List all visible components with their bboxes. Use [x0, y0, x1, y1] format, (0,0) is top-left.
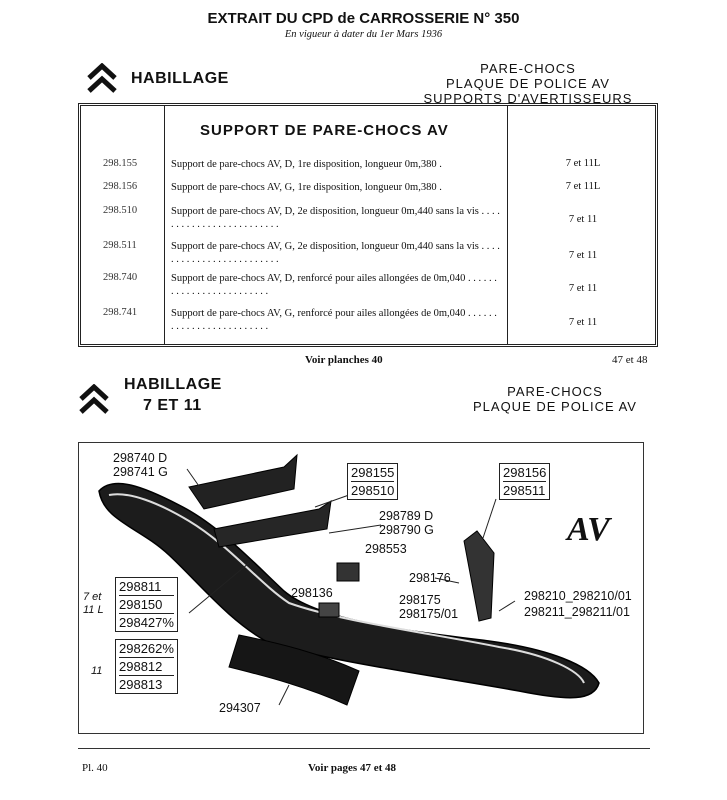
table-row-desc: Support de pare-chocs AV, D, 2e disposition, longueur 0m,440 sans la vis . . . . . . . . . . . . . . . . . . . . . . . . . [171, 206, 500, 230]
part-box-298155 [347, 463, 398, 500]
label-298175-01: 298175/01 [399, 607, 459, 621]
part-number: 298262% [119, 641, 174, 656]
part-number: 298510 [351, 483, 395, 498]
page-ref-note: 47 et 48 [612, 354, 648, 366]
table-row-desc: Support de pare-chocs AV, G, 2e disposition, longueur 0m,440 sans la vis . . . . . . . . . . . . . . . . . . . . . . . . . [171, 241, 500, 265]
table-row-desc: Support de pare-chocs AV, G, 1re disposition, longueur 0m,380 . [171, 182, 442, 193]
table-row-note: 7 et 11 [568, 250, 598, 261]
label-298176: 298176 [409, 571, 451, 585]
section2-right-line: PARE-CHOCS [507, 384, 603, 399]
plate-number: Pl. 40 [82, 762, 108, 774]
section2-right-heading [440, 384, 670, 414]
part-box-298156 [499, 463, 550, 500]
table-row-ref: 298.511 [103, 240, 137, 251]
table-divider [164, 106, 165, 344]
front-marker: AV [567, 511, 610, 548]
label-298210: 298210_298210/01 [524, 589, 632, 603]
part-number: 298156 [503, 465, 547, 480]
stay-298176 [464, 531, 494, 621]
part-number: 298427% [119, 615, 174, 630]
section2-subtitle: 7 ET 11 [143, 397, 202, 414]
table-row-ref: 298.741 [103, 307, 138, 318]
footer-rule [78, 748, 650, 749]
section1-title: HABILLAGE [131, 70, 229, 87]
citroen-logo-icon [87, 63, 117, 97]
part-number: 298812 [119, 657, 174, 675]
bracket-298740 [189, 455, 297, 509]
label-298789: 298789 D [379, 509, 434, 523]
part-box-298811 [115, 577, 178, 632]
bracket-298789 [214, 501, 331, 547]
see-plates-note: Voir planches 40 [305, 354, 383, 366]
part-number: 298150 [119, 595, 174, 613]
part-number: 298811 [119, 579, 162, 594]
document-subtitle: En vigueur à dater du 1er Mars 1936 [284, 29, 443, 40]
label-298211: 298211_298211/01 [524, 605, 630, 619]
label-298553: 298553 [365, 542, 407, 556]
side-note-top: 7 et 11 L [83, 591, 104, 616]
section1-right-line: SUPPORTS D'AVERTISSEURS [423, 91, 633, 106]
citroen-logo-icon [79, 384, 109, 418]
parts-diagram [78, 442, 644, 734]
section1-right-line: PARE-CHOCS [480, 61, 576, 76]
clamp-298136 [319, 603, 339, 617]
section2-title: HABILLAGE [124, 376, 222, 393]
table-row-ref: 298.155 [103, 158, 138, 169]
part-box-298262 [115, 639, 178, 694]
label-298790: 298790 G [379, 523, 434, 537]
clamp-298553 [337, 563, 359, 581]
table-row-note: 7 et 11 [568, 317, 598, 328]
section1-right-heading [408, 61, 648, 106]
section1-right-line: PLAQUE DE POLICE AV [446, 76, 610, 91]
table-divider [507, 106, 508, 344]
table-row-desc: Support de pare-chocs AV, D, 1re disposition, longueur 0m,380 . [171, 159, 442, 170]
part-number: 298155 [351, 465, 395, 480]
table-row-desc: Support de pare-chocs AV, D, renforcé pour ailes allongées de 0m,040 . . . . . . . . . . . . . . . . . . . . . . . . . [171, 273, 497, 297]
table-row-note: 7 et 11L [565, 158, 601, 169]
part-number: 298511 [503, 483, 546, 498]
table-row-desc: Support de pare-chocs AV, G, renforcé pour ailes allongées de 0m,040 . . . . . . . . . . . . . . . . . . . . . . . . . [171, 308, 497, 332]
label-298175: 298175 [399, 593, 441, 607]
see-pages-note: Voir pages 47 et 48 [308, 762, 396, 774]
side-note-bottom: 11 [91, 665, 103, 677]
part-number: 298813 [119, 675, 174, 693]
label-298741: 298741 G [113, 465, 168, 479]
label-298740: 298740 D [113, 451, 168, 465]
document-title: EXTRAIT DU CPD de CARROSSERIE N° 350 [207, 10, 520, 27]
table-row-note: 7 et 11 [568, 283, 598, 294]
table-row-note: 7 et 11 [568, 214, 598, 225]
section2-right-line: PLAQUE DE POLICE AV [473, 399, 637, 414]
table-heading: SUPPORT DE PARE-CHOCS AV [200, 122, 449, 139]
table-row-ref: 298.510 [103, 205, 138, 216]
table-row-ref: 298.740 [103, 272, 138, 283]
table-row-note: 7 et 11L [565, 181, 601, 192]
label-298136: 298136 [291, 586, 333, 600]
table-row-ref: 298.156 [103, 181, 138, 192]
label-294307: 294307 [219, 701, 261, 715]
